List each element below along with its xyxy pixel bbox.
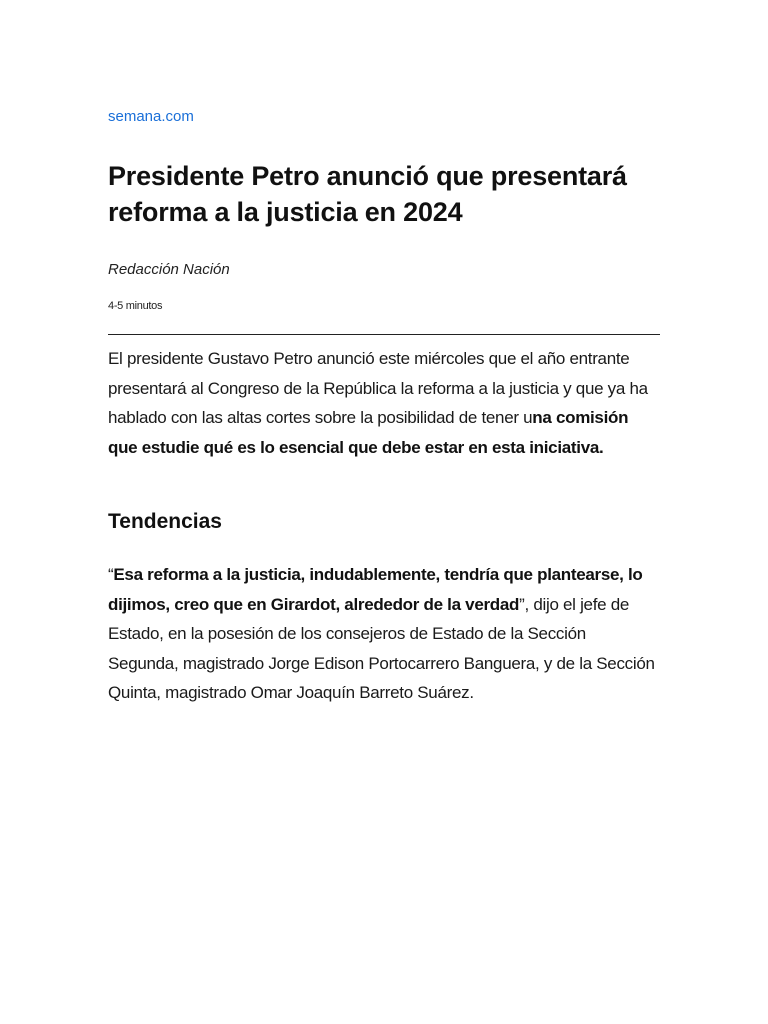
paragraph-1-text: El presidente Gustavo Petro anunció este miércoles que el año entrante presentará al Congreso de la República la reforma a la justicia y que ya ha hablado con las altas cortes sobre la posibilidad de tener u: [108, 349, 648, 427]
article-paragraph-2: [108, 560, 660, 708]
read-time: 4-5 minutos: [108, 300, 163, 312]
paragraph-1-bold: na comisión que estudie qué es lo esencial que debe estar en esta iniciativa.: [108, 408, 629, 457]
article-paragraph-1: [108, 344, 660, 462]
article-author: Redacción Nación: [108, 261, 230, 278]
section-heading-tendencias: Tendencias: [108, 510, 222, 533]
header-divider: [108, 334, 660, 335]
paragraph-2-quote-bold: Esa reforma a la justicia, indudablemente, tendría que plantearse, lo dijimos, creo que en Girardot, alrededor de la verdad: [108, 565, 643, 614]
article-title: Presidente Petro anunció que presentará reforma a la justicia en 2024: [108, 161, 627, 227]
source-link[interactable]: semana.com: [108, 108, 194, 125]
paragraph-2-text: ”, dijo el jefe de Estado, en la posesión de los consejeros de Estado de la Sección Segunda, magistrado Jorge Edison Portocarrero Banguera, y de la Sección Quinta, magistrado Omar Joaquín Barreto Suárez.: [108, 594, 655, 702]
paragraph-2-open-quote: “: [108, 565, 114, 584]
